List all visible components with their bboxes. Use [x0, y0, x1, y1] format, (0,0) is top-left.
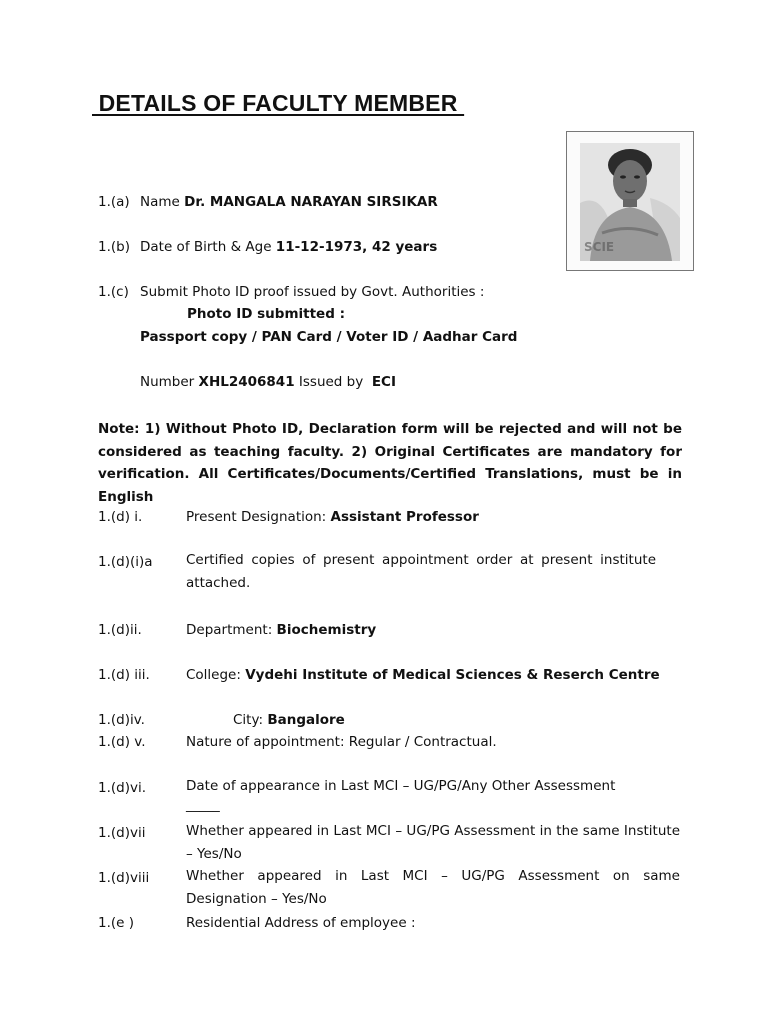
department-value: Biochemistry	[276, 622, 377, 638]
dob-age: 11-12-1973, 42 years	[275, 239, 438, 255]
same-institute-text: Whether appeared in Last MCI – UG/PG Assessment in the same Institute – Yes/No	[186, 823, 680, 862]
college-row	[186, 667, 660, 683]
designation-row	[186, 509, 479, 525]
city-value: Bangalore	[267, 712, 345, 728]
residential-address-label: Residential Address of employee :	[186, 915, 416, 931]
item-d-ii-label: 1.(d)ii.	[98, 622, 142, 638]
item-d-v-label: 1.(d) v.	[98, 734, 146, 750]
id-number-label: Number	[140, 374, 195, 390]
item-c-label: 1.(c)	[98, 284, 129, 300]
last-mci-appearance-blank: _____	[186, 797, 220, 813]
same-designation-text: Whether appeared in Last MCI – UG/PG Assessment on same Designation – Yes/No	[186, 868, 680, 907]
item-d-ia-label: 1.(d)(i)a	[98, 554, 153, 570]
item-d-iv-label: 1.(d)iv.	[98, 712, 145, 728]
college-value: Vydehi Institute of Medical Sciences & Reserch Centre	[245, 667, 660, 683]
item-e-label: 1.(e )	[98, 915, 135, 931]
item-b-text: Date of Birth & Age	[140, 239, 272, 255]
faculty-photo-graphic	[580, 143, 680, 261]
item-b-label: 1.(b)	[98, 239, 130, 255]
photo-id-submitted-label: Photo ID submitted :	[187, 306, 345, 322]
photo-frame	[566, 131, 694, 271]
id-number-value: XHL2406841	[198, 374, 295, 390]
svg-text:SCIE: SCIE	[584, 240, 615, 254]
item-a-row	[140, 194, 438, 210]
item-d-viii-label: 1.(d)viii	[98, 870, 150, 886]
item-a-text: Name	[140, 194, 180, 210]
faculty-photo	[580, 143, 680, 261]
faculty-name: Dr. MANGALA NARAYAN SIRSIKAR	[184, 194, 438, 210]
item-a-label: 1.(a)	[98, 194, 130, 210]
last-mci-appearance-text: Date of appearance in Last MCI – UG/PG/Any Other Assessment	[186, 778, 616, 794]
item-d-i-label: 1.(d) i.	[98, 509, 143, 525]
item-d-iii-label: 1.(d) iii.	[98, 667, 150, 683]
photo-id-types: Passport copy / PAN Card / Voter ID / Aadhar Card	[140, 329, 518, 345]
appointment-order-text: Certified copies of present appointment order at present institute attached.	[186, 552, 656, 591]
item-d-vi-label: 1.(d)vi.	[98, 780, 147, 796]
item-b-row	[140, 239, 437, 255]
department-row	[186, 622, 376, 638]
item-c-text: Submit Photo ID proof issued by Govt. Authorities :	[140, 284, 485, 300]
page-title: DETAILS OF FACULTY MEMBER	[92, 90, 465, 116]
issued-by-value: ECI	[371, 374, 396, 390]
note-paragraph: Note: 1) Without Photo ID, Declaration form will be rejected and will not be considered as teaching faculty. 2) Original Certificates are mandatory for verification. All Certificates/Documents/Certified Translations, must be in English	[98, 421, 682, 505]
nature-of-appointment: Nature of appointment: Regular / Contractual.	[186, 734, 497, 750]
designation-text: Present Designation:	[186, 509, 327, 525]
college-text: College:	[186, 667, 241, 683]
city-text: City:	[233, 712, 264, 728]
department-text: Department:	[186, 622, 273, 638]
city-row	[233, 712, 345, 728]
item-d-vii-label: 1.(d)vii	[98, 825, 146, 841]
id-number-row	[140, 374, 396, 390]
issued-by-label: Issued by	[298, 374, 364, 390]
designation-value: Assistant Professor	[330, 509, 479, 525]
